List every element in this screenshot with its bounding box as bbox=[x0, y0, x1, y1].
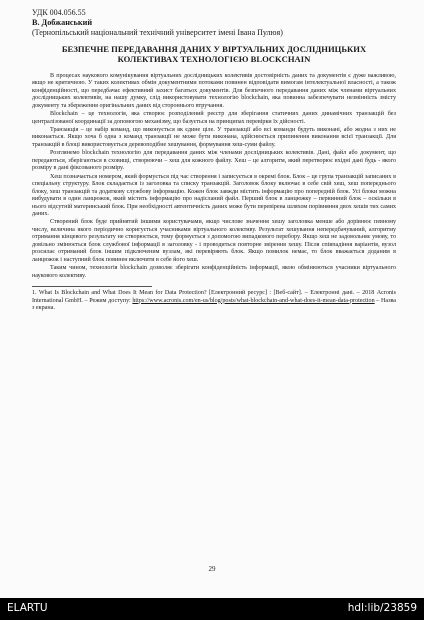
page-number: 29 bbox=[208, 565, 216, 573]
author-affiliation: (Тернопільський національний технічний університет імені Івана Пулюя) bbox=[32, 28, 283, 37]
udk-code: УДК 004.056.55 bbox=[32, 8, 86, 17]
article-body bbox=[32, 8, 396, 312]
author-name: В. Добжанський bbox=[32, 18, 93, 27]
repository-footer-bar bbox=[0, 598, 424, 620]
paragraph-block-acceptance: Створений блок буде прийнятий іншими користувачами, якщо числове значення хешу заголовка менше або дорівнює певному числу, величина якого періодично коригується учасниками віртуального колективу. Результат хешування непередбачуваний, алгоритму отримання кінцевого результату не створюється, тому формується з допомогою випадкового перебору. Якщо хеш не задовольняє умову, то довільно змінюється блок службової інформації в заголовку - і проводиться повторне звірення хешу. Після співпадіння варіантів, вузол розсилає отриманий блок іншим підключеним вузлам, які перевіряють блок. Якщо помилок немає, то блок вважається доданим в ланцюжок і наступний блок повинен включити в себе його хеш. bbox=[32, 219, 396, 263]
repository-name: ELARTU bbox=[7, 602, 48, 614]
references-section bbox=[32, 286, 396, 312]
paragraph-intro: В процесах наукового комунікування віртуальних дослідницьких колективів достовірність даних та документів є дуже важливою, якщо не критичною. У таких колективах обмін документними потоками повинен відповідати вимогам інтелектуальної власності, а також конфіденційності, що передбачає ефективний захист багатьох документів. Для безпечного передавання даних між членами віртуальних дослідницьких колективів, на нашу думку, слід використовувати технологію blockchain, яка повинна забезпечувати незмінність змісту документу та збереження оригінальних даних від стороннього втручання. bbox=[32, 72, 396, 109]
reference-tail: – Назва з екрана. bbox=[32, 297, 396, 311]
reference-link[interactable]: https://www.acronis.com/en-us/blog/posts/what-blockchain-and-what-does-it-mean-data-protection bbox=[132, 297, 375, 304]
paragraph-data-transfer: Розглянемо blockchain технологію для передавання даних між членами дослідницьких колективів. Дані, файл або документ, що передаються, зберігаються в сховищі, створюючи – хеш для кожного файлу. Хеш – це алгоритм, який перетворює вхідні дані будь - якого розміру в дані фіксованого розміру. bbox=[32, 150, 396, 172]
paragraph-hash-block: Хеш позначається номером, який формується під час створення і записується в окремі блок. Блок – це група транзакцій записаних в спеціальну структуру. Блок складається із заголовка та списку транзакцій. Заголовок блоку включає в себе свій хеш, хеш попереднього блоку, хеш транзакцій та додаткову службову інформацію. Кожен блок завжди містить інформацію про попередній блок. Усі блоки можна вибудувати в один ланцюжок, який містить інформацію про надісланий файл. Перший блок в ланцюжку – первинний блок – оскільки в нього відсутній материнський блок. При необхідності автентичність даних може бути перевірена шляхом порівняння двох хешів тих самих даних. bbox=[32, 173, 396, 217]
handle-identifier: hdl:lib/23859 bbox=[347, 602, 417, 614]
article-title: БЕЗПЕЧНЕ ПЕРЕДАВАННЯ ДАНИХ У ВІРТУАЛЬНИХ ДОСЛІДНИЦЬКИХ КОЛЕКТИВАХ ТЕХНОЛОГІЄЮ BLOCKCHAIN bbox=[61, 44, 367, 65]
paragraph-conclusion: Таким чином, технологія blockchain дозволяє зберігати конфіденційність інформації, якою обмінюються учасники віртуального наукового колективу. bbox=[32, 265, 396, 279]
paragraph-transaction: Транзакція – це набір команд, що виконується як єдине ціле. У транзакції або всі команди будуть виконані, або жодна з них не виконається. Якщо хоча б одна з команд транзакції не може бути виконана, здійснюється припинення виконання всієї транзакції. Для транзакцій в блоці використовується деревоподібне хешування, формування хеш-суми файлу. bbox=[32, 126, 396, 148]
reference-text: 1. What Is Blockchain and What Does It Mean for Data Protection? [Електронний ресурс] : [Веб-сайт]. – Електронні дані. – 2018 Acronis International GmbH. – Режим доступу: bbox=[32, 290, 396, 304]
references-divider bbox=[32, 286, 152, 287]
paragraph-blockchain-definition: Blockchain – це технологія, яка створює розподілений реєстр для зберігання статичних даних динамічних транзакцій без централізованої координації за допомогою механізму, що базується на принципах перевірки їх дійсності. bbox=[32, 111, 396, 125]
